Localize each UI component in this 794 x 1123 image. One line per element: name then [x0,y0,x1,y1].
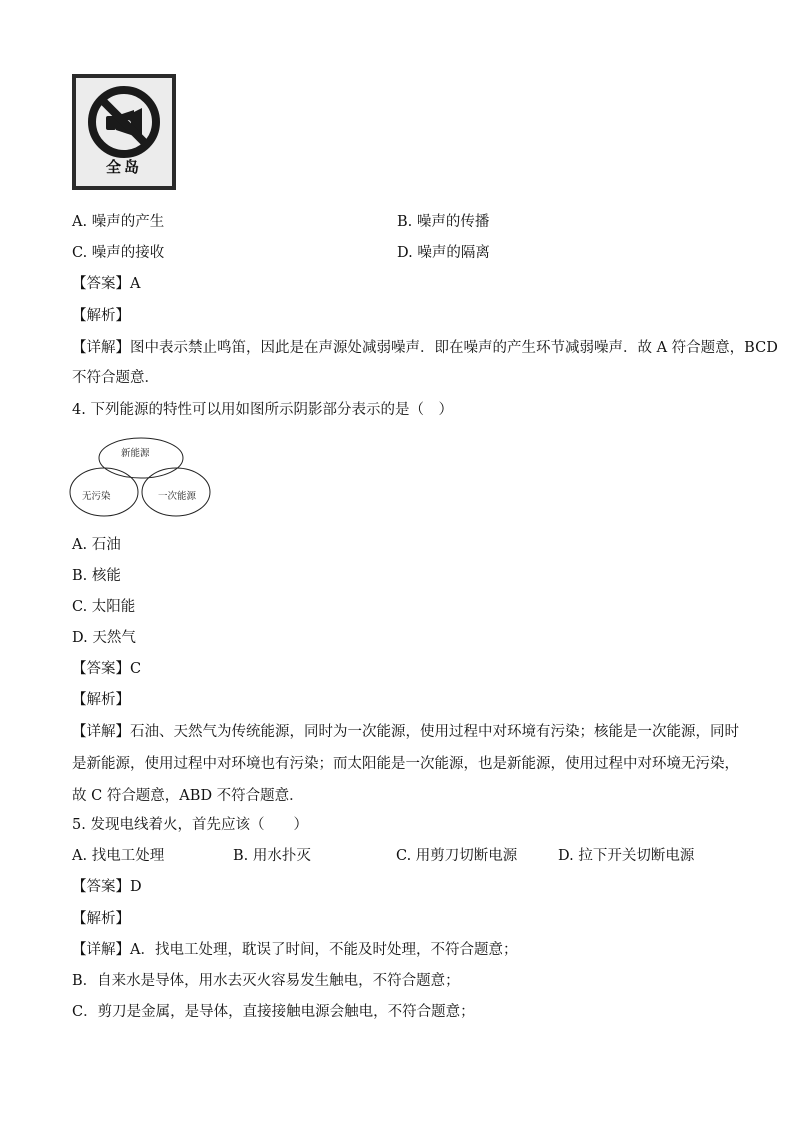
q5-detail-line-1 [72,940,517,960]
answer-value: A [130,276,141,292]
answer-tag: 【答案】 [72,276,130,292]
q5-answer-line [72,877,142,897]
q5-stem: 5. 发现电线着火，首先应该（ ） [72,817,308,833]
q4-option-b: B. 核能 [72,568,121,584]
detail-tag: 【详解】 [72,724,130,740]
detail-tag: 【详解】 [72,340,130,356]
venn-diagram [68,436,214,520]
no-honking-sign [72,74,176,190]
answer-tag: 【答案】 [72,879,130,895]
q5-option-a: A. 找电工处理 [72,848,165,864]
detail-text: A．找电工处理，耽误了时间，不能及时处理，不符合题意； [130,942,518,958]
q5-detail-line-2: B．自来水是导体，用水去灭火容易发生触电，不符合题意； [72,973,460,989]
q3-detail-line-2: 不符合题意． [72,370,159,386]
q4-detail-line-2: 是新能源，使用过程中对环境也有污染；而太阳能是一次能源，也是新能源，使用过程中对环境无污染， [72,756,739,772]
q3-answer-line [72,274,140,294]
q3-detail-line-1 [72,338,778,358]
answer-tag: 【答案】 [72,661,130,677]
q3-option-b: B. 噪声的传播 [397,214,490,230]
q4-answer-line [72,659,141,679]
q5-option-b: B. 用水扑灭 [233,848,311,864]
q4-stem: 4. 下列能源的特性可以用如图所示阴影部分表示的是（ ） [72,402,453,418]
detail-text: 图中表示禁止鸣笛，因此是在声源处减弱噪声．即在噪声的产生环节减弱噪声．故 A 符合题意，BCD [130,340,778,356]
q4-option-d: D. 天然气 [72,630,136,646]
sign-caption: 全岛 [105,158,142,176]
q5-option-c: C. 用剪刀切断电源 [396,848,518,864]
answer-value: C [130,661,142,677]
q5-option-d: D. 拉下开关切断电源 [558,848,695,864]
q4-analysis-tag: 【解析】 [72,692,130,708]
q4-option-a: A. 石油 [72,537,121,553]
q4-detail-line-3: 故 C 符合题意，ABD 不符合题意． [72,788,304,804]
q5-detail-line-3: C．剪刀是金属，是导体，直接接触电源会触电，不符合题意； [72,1004,475,1020]
answer-value: D [130,879,142,895]
q3-option-a: A. 噪声的产生 [72,214,165,230]
q4-detail-line-1 [72,722,739,742]
venn-label-primary-energy: 一次能源 [158,491,197,502]
q3-option-d: D. 噪声的隔离 [397,245,490,261]
detail-tag: 【详解】 [72,942,130,958]
q3-option-c: C. 噪声的接收 [72,245,165,261]
q3-analysis-tag: 【解析】 [72,308,130,324]
q4-option-c: C. 太阳能 [72,599,136,615]
venn-label-no-pollution: 无污染 [82,491,111,502]
venn-label-new-energy: 新能源 [121,448,150,459]
detail-text: 石油、天然气为传统能源，同时为一次能源，使用过程中对环境有污染；核能是一次能源，同时 [130,724,739,740]
q5-analysis-tag: 【解析】 [72,911,130,927]
